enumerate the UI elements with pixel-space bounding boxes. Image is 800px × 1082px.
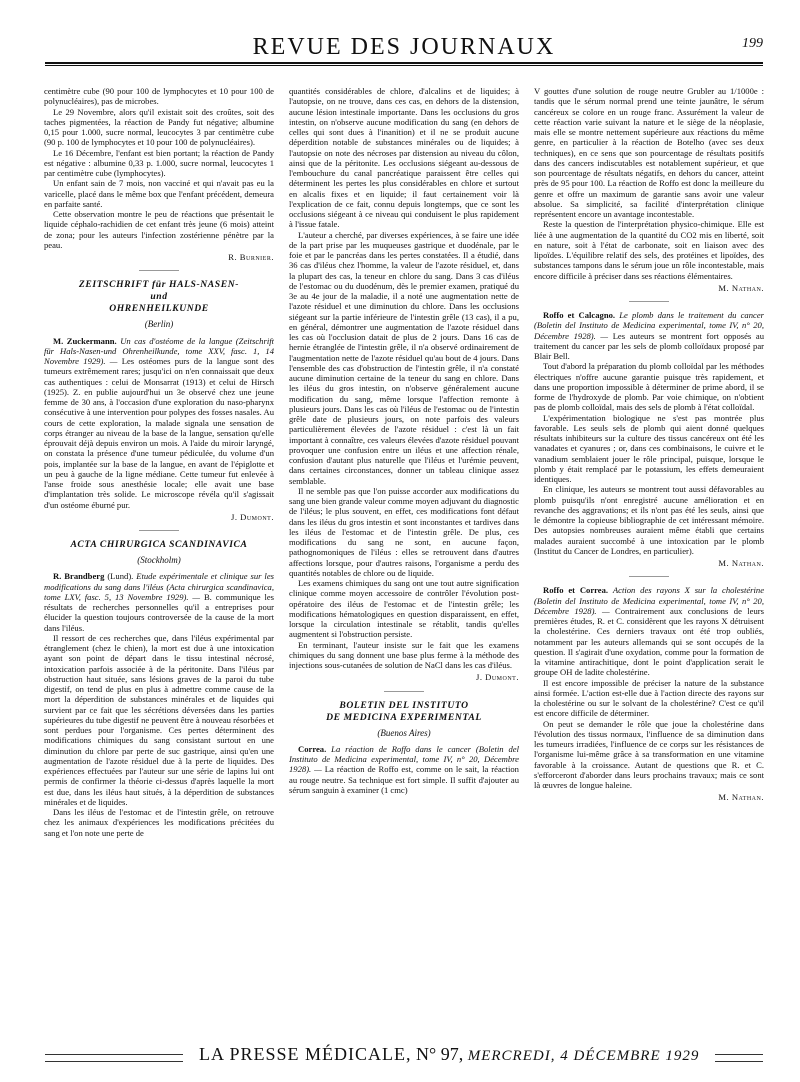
footer-date: MERCREDI, 4 DÉCEMBRE 1929: [467, 1048, 700, 1064]
column-right: [534, 86, 764, 1038]
journal-heading-line: und: [150, 291, 168, 303]
article-abstract: [44, 336, 274, 510]
journal-place: (Stockholm): [137, 555, 181, 565]
journal-heading: ACTA CHIRURGICA SCANDINAVICA: [70, 539, 248, 550]
page-header: [45, 34, 763, 64]
article-body: Les auteurs se montrent fort opposés au traitement du cancer par les sels de plomb colloïdaux proposé par Blair Bell.: [534, 330, 764, 361]
paragraph: On peut se demander le rôle que joue la cholestérine dans l'évolution des tissus normaux, l'influence de sa diminution dans les tumeurs irradiées, l'influence de ce corps sur les résistances de l'organisme lui-même grâce à sa transformation en une vitamine favorable à la croissance. Autant de questions que R. et C. s'efforceront d'aborder dans leurs prochains travaux; mais ce sont là œuvres de longue haleine.: [534, 718, 764, 790]
journal-place: (Berlin): [144, 319, 174, 330]
journal-heading: [44, 279, 274, 315]
section-separator: [384, 691, 424, 692]
column-left: [44, 86, 274, 1038]
paragraph: V gouttes d'une solution de rouge neutre Grubler au 1/1000e : tandis que le sérum normal prend une teinte jaunâtre, le sérum cancéreux se colore en un rouge franc. Assurément la valeur de cette réaction varie suivant la nature et le siège de la néoplasie, mais elle se montre nettement supérieure aux réactions du même genre, en particulier à la réaction de Botelho (avec ses deux techniques), en ce sens que son pourcentage de résultats positifs dans des cancers indiscutables est notablement supérieur, et que son pourcentage de résultats négatifs, en dehors du cancer, atteint près de 95 pour 100. La réaction de Roffo est donc la meilleure du genre et offre un maximum de garantie sans avoir une valeur absolue. Sa simplicité, sa facilité d'interprétation clinique représentent encore un avantage incontestable.: [534, 86, 764, 219]
paragraph: Le 16 Décembre, l'enfant est bien portant; la réaction de Pandy est négative : albumine 0,33 p. 1.000, sucre normal, leucocytes 1 par centimètre cube (lymphocytes).: [44, 147, 274, 178]
paragraph: Il ne semble pas que l'on puisse accorder aux modifications du sang une bien grande valeur comme moyen adjuvant du diagnostic de l'iléus; le plus souvent, en effet, ces modifications font défaut dans les iléus du gros intestin et sont inconstantes et tardives dans les iléus de l'estomac et de l'intestin grêle. De plus, ces modifications du sang ne sont, en aucune façon, pathognomoniques de l'iléus : elles se retrouvent dans d'autres affections lorsque, pour d'autres raisons, l'organisme a perdu des quantités notables de chlore ou de liquide.: [289, 485, 519, 578]
article-abstract: [289, 744, 519, 795]
paragraph: Dans les iléus de l'estomac et de l'intestin grêle, on retrouve chez les animaux d'expériences les modifications précitées du sang et l'on note une perte de: [44, 807, 274, 838]
journal-heading-line: DE MEDICINA EXPERIMENTAL: [326, 711, 482, 723]
article-abstract: [44, 571, 274, 633]
article-title: Etude expérimentale et clinique sur les modifications du sang dans l'iléus: [44, 571, 274, 592]
article-reference: (Boletin del Instituto de Medicina experimental, tome IV, n° 20, Décembre 1928). —: [534, 320, 764, 341]
paragraph: L'expérimentation biologique ne s'est pas montrée plus favorable. Les seuls sels de plomb qui aient donné quelques résultats inhibiteurs sur la culture des tissus cancéreux ont été les vanadates et cyanures ; or, dans ces combinaisons, le cuivre et le vanadium semblaient jouer le rôle principal, puisque, lorsque le plomb y était remplacé par le potassium, les effets demeuraient identiques.: [534, 412, 764, 484]
article-body: La réaction de Roffo est, comme on le sait, la réaction au rouge neutre. Sa technique est fort simple. Il suffit d'ajouter au sérum sanguin à examiner (1 cmc): [289, 764, 519, 795]
article-author: Roffo et Correa.: [543, 585, 609, 596]
paragraph: En terminant, l'auteur insiste sur le fait que les examens chimiques du sang donnent une base plus ferme à la méthode des injections sous-cutanées de solution de NaCl dans les cas d'iléus.: [289, 639, 519, 670]
journal-heading-line: BOLETIN DEL INSTITUTO: [339, 699, 469, 711]
journal-place: (Buenos Aires): [377, 727, 431, 738]
paragraph: centimètre cube (90 pour 100 de lymphocytes et 10 pour 100 de polynucléaires), pas de microbes.: [44, 86, 274, 107]
footer-issue: N° 97,: [416, 1044, 464, 1064]
paragraph: Tout d'abord la préparation du plomb colloïdal par les méthodes électriques n'offre aucune garantie puisque très rapidement, et dans une proportion impossible à déterminer de prime abord, il se forme de l'hydroxyde de plomb. Par voie chimique, on n'obtient pas de plomb colloïdal, mais des sels de plomb à l'état colloïdal.: [534, 361, 764, 413]
section-separator: [139, 270, 179, 271]
paragraph: Il ressort de ces recherches que, dans l'iléus expérimental par étranglement (chez le chien), la mort est due à une intoxication ayant son point de départ dans le tissu intestinal nécrosé, intoxication parfois associée à de la péritonite. Dans l'iléus par obstruction haut située, sans lésions graves de la paroi du tube digestif, on tend de plus en plus à admettre comme cause de la mort la déperdition de substances minérales et de liquides qui survient par ce fait que les sécrétions déversées dans les parties supérieures du tube digestif ne peuvent être à nouveau résorbées et sont perdues pour l'organisme. Ces pertes déterminent des modifications chimiques du sang consistant surtout en une diminution du chlore par perte de suc gastrique, ainsi qu'en une augmentation de l'azote résiduel due à la perte de liquides. Des expériences effectuées par l'auteur sur une série de lapins lui ont permis de confirmer la théorie ci-dessus d'après laquelle la mort est due, dans les iléus haut situés, à la déperdition de substances minérales et de liquides.: [44, 632, 274, 807]
author-signature: M. Nathan.: [718, 558, 764, 568]
paragraph: Il est encore impossible de préciser la nature de la substance ainsi formée. L'action est-elle due à l'action directe des rayons sur la cholestérine ou sur le solvant de la cholestérine? C'est ce qu'il est encore difficile de déterminer.: [534, 677, 764, 719]
column-middle: [289, 86, 519, 1038]
header-rule: [45, 62, 763, 64]
article-author: M. Zuckermann.: [53, 335, 117, 346]
footer-rule-left: [45, 1054, 183, 1062]
section-separator: [629, 576, 669, 577]
paragraph: Reste la question de l'interprétation physico-chimique. Elle est liée à une augmentation de la quantité du CO2 mis en liberté, soit en nature, soit à l'état de carbonate, soit en liaison avec des lipoïdes. L'équilibre relatif des sels, des protéines et lipoïdes, des substances tampons dans le sérum joue un rôle incontestable, mais encore difficile à préciser dans ses réactions élémentaires.: [534, 219, 764, 281]
article-title: La réaction de Roffo dans le cancer: [331, 743, 471, 754]
paragraph: Les examens chimiques du sang ont une tout autre signification clinique comme moyen accessoire de contrôler l'évolution post-opératoire des iléus de l'estomac et de l'intestin grêle; les modifications hématologiques en question disparaissent, en effet, lorsque la circulation intestinale se rétablit, tandis qu'elles augmentent si l'obstruction persiste.: [289, 578, 519, 640]
paragraph: Cette observation montre le peu de réactions que présentait le liquide céphalo-rachidien de cet enfant très jeune (6 mois) atteint de zona; pour les auteurs l'infection zostérienne pénètre par la peau.: [44, 209, 274, 250]
author-signature: M. Nathan.: [718, 282, 764, 293]
footer-rule-right: [715, 1054, 763, 1062]
article-reference: (Boletin del Instituto de Medicina experimental, tome IV, n° 20, Décembre 1928). —: [289, 743, 519, 775]
author-signature: M. Nathan.: [718, 792, 764, 803]
journal-heading: [289, 700, 519, 724]
article-body: Contrairement aux conclusions de leurs premières études, R. et C. considèrent que les rayons X détruisent la cholestérine. Ces derniers travaux ont été trop oubliés, notamment par les auteurs allemands qui se sont occupés de la question. Il s'agirait d'une oxydation, comme pour la formation de la vitamine antirachitique, dont le point d'application serait le groupe OH de ladite cholestérine.: [534, 605, 764, 678]
header-rule-thin: [45, 65, 763, 66]
article-author: Correa.: [298, 743, 327, 754]
text-columns: [44, 86, 764, 1038]
article-affiliation: (Lund).: [107, 571, 134, 582]
author-signature: J. Dumont.: [231, 511, 274, 522]
footer-journal: LA PRESSE MÉDICALE,: [199, 1044, 412, 1064]
article-abstract: [534, 585, 764, 677]
running-title: REVUE DES JOURNAUX: [252, 34, 556, 60]
journal-heading-line: OHRENHEILKUNDE: [109, 303, 209, 315]
article-body: Les ostéomes purs de la langue sont des tumeurs extrêmement rares; jusqu'ici on n'en connaissait que deux cas authentiques : celui de Monsarrat (1913) et celui de Hirsch (1925). Z. en publie aujourd'hui un 3e observé chez une jeune femme de 30 ans, à l'occasion d'une exploration du naso-pharynx consécutive à une intervention pour polypes des fosses nasales. Au cours de cette exploration, la malade signala une sensation de corps étranger au niveau de la base de la langue, sensation qu'elle éprouvait déjà depuis environ un mois. A l'aide du miroir laryngé, on constata la présence d'une tumeur pédiculée, du volume d'un pois, implantée sur la base de la langue, en avant de l'épiglotte et un peu à gauche de la ligne médiane. Cette tumeur fut enlevée à l'anse froide sous anesthésie locale; elle avait une base d'implantation très solide. Le microscope révéla qu'il s'agissait d'un ostéome éburné pur.: [44, 356, 274, 510]
paragraph: L'auteur a cherché, par diverses expériences, à se faire une idée de la part prise par les muqueuses gastrique et duodénale, par le foie et par le pancréas dans les pertes constatées. Il a étudié, dans 36 cas d'iléus chez l'homme, la valeur de l'azote résiduel, et, dans la plupart des cas, la teneur en chlore du sang. Dans 3 cas d'iléus de l'estomac ou du duodénum, dès le premier examen, pratiqué du 3e au 4e jour de la maladie, il a noté une augmentation nette de l'azote résiduel et une diminution du chlore. Dans les occlusions siégeant sur la partie inférieure de l'intestin grêle (13 cas), il a pu, en général, démontrer une augmentation de l'azote résiduel dans les cas où l'occlusion datait de plus de 2 jours. Dans 16 cas de hernie étranglée de l'intestin grêle, il n'a observé ordinairement de l'augmentation nette de l'azote résiduel qu'au bout de 4 jours. Dans l'ensemble des cas d'obstruction de l'intestin grêle, il n'a constaté aucune diminution certaine de la teneur du sang en chlore. Dans les iléus du gros intestin, on n'observe généralement aucune modification du sang, même lorsque l'affection remonte à plusieurs jours. Dans les cas où l'iléus de l'estomac ou de l'intestin grêle date de plusieurs jours, on note parfois des valeurs particulièrement élevées de l'azote résiduel : c'est là un fait important à connaître, ces valeurs élevées d'azote résiduel pouvant provoquer une confusion entre un iléus et une affection rénale, confusion d'autant plus naturelle que l'iléus et l'urémie peuvent, dans certaines circonstances, donner un tableau clinique assez semblable.: [289, 229, 519, 486]
section-separator: [629, 301, 669, 302]
article-title: Le plomb dans le traitement du cancer: [619, 310, 764, 320]
article-reference: (Acta chirurgica scandinavica, tome LXV, fasc. 5, 13 Novembre 1929). —: [44, 581, 274, 602]
article-abstract: [534, 310, 764, 361]
journal-heading-line: ZEITSCHRIFT für HALS-NASEN-: [78, 279, 240, 291]
footer-text: [199, 1044, 699, 1065]
paragraph: Un enfant sain de 7 mois, non vacciné et qui n'avait pas eu la varicelle, placé dans le même box que l'enfant précédent, demeura en parfaite santé.: [44, 178, 274, 209]
paragraph: En clinique, les auteurs se montrent tout aussi défavorables au plomb puisqu'ils n'ont enregistré aucune amélioration et en revanche des aggravations; et ils n'ont pas été les seuls, ainsi que le démontre la copieuse bibliographie de cet intéressant mémoire. Des autopsies nombreuses auraient même établi que certains malades auraient succombé à une intoxication par le plomb (Institut du Cancer de Londres, en particulier).: [534, 484, 764, 556]
section-separator: [139, 530, 179, 531]
page-number: 199: [742, 36, 763, 51]
paragraph: Le 29 Novembre, alors qu'il existait soit des croûtes, soit des taches pigmentées, la réaction de Pandy fut négative; albumine 0,15 pour 1.000, sucre normal, leucocytes 3 par centimètre cube (90 p. 100 de lymphocytes et 10 pour 100 de polynucléaires).: [44, 106, 274, 148]
paragraph: quantités considérables de chlore, d'alcalins et de liquides; à l'autopsie, on ne trouve, dans ces cas, en dehors de la distension, aucune lésion intestinale importante. Dans les occlusions du gros intestin, on n'observe aucune modification du sang (en dehors de celles qui sont dues à l'inanition) et il ne se produit aucune déperdition notable de substances minérales ou de liquides; à l'autopsie on note des nécroses par distension au niveau du côlon, ainsi que de la péritonite. Les occlusions siégeant au-dessous de l'embouchure du canal pancréatique paraissent être celles qui déterminent les pertes les plus considérables en chlore et surtout en alcalis fixes et en liquide; il faut certainement voir là l'explication de ce fait, connu depuis longtemps, que ce sont les occlusions siégeant à ce niveau qui conduisent le plus rapidement à l'issue fatale.: [289, 86, 519, 230]
article-body: B. communique les résultats de recherches personnelles qu'il a entreprises pour élucider la question toujours controversée de la cause de la mort dans l'iléus.: [44, 591, 274, 633]
article-reference: (Boletin del Instituto de Medicina experimental, tome IV, n° 20, Décembre 1928). —: [534, 595, 764, 616]
article-title: Un cas d'ostéome de la langue: [120, 335, 233, 346]
author-signature: J. Dumont.: [476, 672, 519, 683]
article-author: Roffo et Calcagno.: [543, 310, 616, 320]
page-footer: [45, 1044, 763, 1070]
article-title: Action des rayons X sur la cholestérine: [612, 585, 764, 596]
article-reference: (Zeitschrift für Hals-Nasen-und Ohrenheilkunde, tome XXV, fasc. 1, 14 Novembre 1929). —: [44, 335, 274, 366]
article-author: R. Brandberg: [53, 571, 105, 582]
author-signature: R. Burnier.: [228, 252, 274, 262]
